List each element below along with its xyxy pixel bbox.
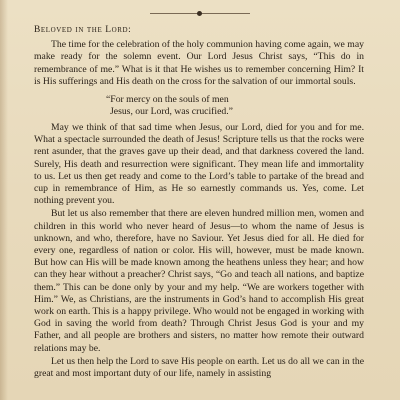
paragraph-remembrance: May we think of that sad time when Jesus, our Lord, died for you and for me. What a spectacle surrounded the death of Jesus! Scripture tells us that the rocks were rent asunder, that the graves gave up their dead, and that darkness covered the land. Surely, His death and resurrection were significant. They mean life and immortality to us. Let us then get ready and come to the Lord’s table to partake of the bread and cup in remembrance of Him, as He so earnestly commands us. Yes, come. Let nothing prevent you.: [34, 122, 364, 207]
hymn-quote: [34, 94, 364, 117]
header-ornament-rule: [150, 13, 250, 14]
hymn-line-1: “For mercy on the souls of men: [106, 94, 229, 106]
paragraph-closing: Let us then help the Lord to save His people on earth. Let us do all we can in the great and most important duty of our life, namely in assisting: [34, 355, 364, 380]
salutation-text: Beloved in the Lord:: [34, 25, 132, 35]
hymn-line-2: Jesus, our Lord, was crucified.”: [110, 105, 233, 117]
paragraph-mission: But let us also remember that there are eleven hundred million men, women and children in this world who never heard of Jesus—to whom the name of Jesus is unknown, and who, therefore, have no Saviour. Yet Jesus died for all. He died for every one, regardless of nation or color. His will, however, must be made known. But how can His will be made known among the heathens unless they hear; and how can they hear without a preacher? Christ says, “Go and teach all nations, and baptize them.” This can be done only by your and my help. “We are workers together with Him.” We, as Christians, are the instruments in God’s hand to accomplish His great work on earth. This is a happy privilege. Who would not be engaged in working with God in saving the world from death? Through Christ Jesus God is your and my Father, and all people are brothers and sisters, no matter how remote their outward relations may be.: [34, 208, 364, 354]
salutation: [34, 24, 364, 36]
ornament-dot: [197, 11, 202, 16]
paragraph-intro: The time for the celebration of the holy communion having come again, we may make ready for the solemn event. Our Lord Jesus Christ says, “This do in remembrance of me.” What is it that He wishes us to remember concerning Him? It is His sufferings and His death on the cross for the salvation of our immortal souls.: [34, 39, 364, 87]
letter-body: [34, 24, 364, 380]
page-edge-shadow: [0, 0, 8, 400]
